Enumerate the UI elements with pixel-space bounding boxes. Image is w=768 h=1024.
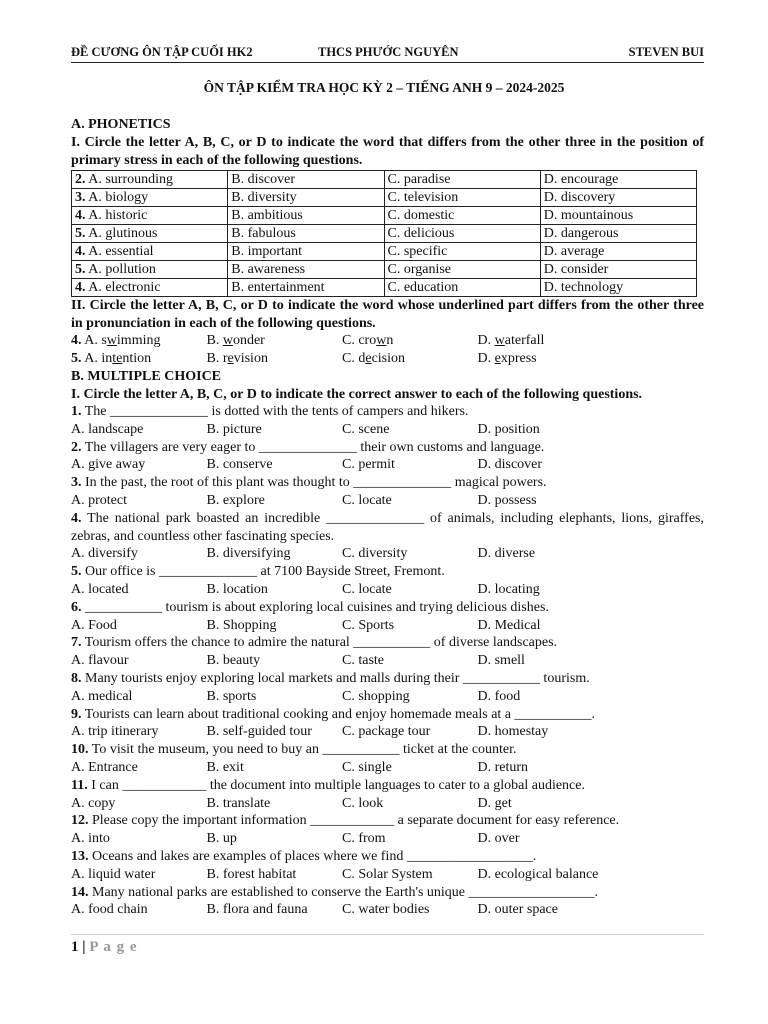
answer-options xyxy=(71,759,704,777)
question-list xyxy=(71,403,704,919)
option-d[interactable] xyxy=(540,207,696,225)
option-b[interactable]: B. explore xyxy=(206,493,265,509)
option-d[interactable]: D. ecological balance xyxy=(477,866,599,882)
question-text: Oceans and lakes are examples of places where we find __________________. xyxy=(88,849,537,865)
option-a[interactable]: 5. A. intention xyxy=(71,350,152,366)
question-number: 2. xyxy=(75,172,86,187)
question-stem xyxy=(71,777,704,795)
option-text: C. specific xyxy=(387,244,448,259)
option-d[interactable] xyxy=(540,279,696,297)
option-d[interactable] xyxy=(540,243,696,261)
answer-options xyxy=(71,795,704,813)
option-c[interactable]: C. locate xyxy=(342,582,392,598)
answer-options xyxy=(71,421,704,439)
option-c[interactable]: C. package tour xyxy=(342,724,431,740)
option-d[interactable] xyxy=(540,171,696,189)
option-c[interactable]: C. look xyxy=(342,795,384,811)
option-text: A. historic xyxy=(88,208,148,223)
question-number: 13. xyxy=(71,849,89,865)
option-b[interactable]: B. location xyxy=(206,582,268,598)
option-text: A. glutinous xyxy=(88,226,158,241)
option-b[interactable]: B. forest habitat xyxy=(206,866,297,882)
option-d[interactable]: D. waterfall xyxy=(477,333,545,348)
option-b[interactable] xyxy=(228,279,384,297)
question-number: 2. xyxy=(71,439,82,455)
section-heading-multiple-choice: B. MULTIPLE CHOICE xyxy=(71,368,222,384)
option-c[interactable]: C. water bodies xyxy=(342,902,430,918)
option-b[interactable] xyxy=(228,207,384,225)
stress-row xyxy=(72,225,697,243)
option-text: B. fabulous xyxy=(231,226,296,241)
option-c[interactable]: C. Solar System xyxy=(342,866,433,882)
option-text: B. entertainment xyxy=(231,280,325,295)
option-b[interactable]: B. beauty xyxy=(206,653,261,669)
option-text: A. essential xyxy=(88,244,154,259)
question-stem xyxy=(71,812,704,830)
question-stem xyxy=(71,510,704,546)
answer-options xyxy=(71,866,704,884)
question-stem xyxy=(71,848,704,866)
option-b[interactable]: B. translate xyxy=(206,795,271,811)
question-number: 5. xyxy=(71,564,82,580)
option-text: D. technology xyxy=(543,280,624,295)
option-b[interactable]: B. conserve xyxy=(206,457,273,473)
option-a[interactable] xyxy=(72,225,228,243)
page-header xyxy=(71,44,704,63)
option-a[interactable]: A. copy xyxy=(71,795,116,811)
option-a[interactable]: A. protect xyxy=(71,493,127,509)
header-author: STEVEN BUI xyxy=(628,45,704,59)
question-number: 4. xyxy=(75,244,86,259)
question-stem xyxy=(71,634,704,652)
question-number: 14. xyxy=(71,884,89,900)
page-separator: | xyxy=(82,939,86,955)
option-c[interactable]: C. decision xyxy=(342,350,406,366)
question-number: 12. xyxy=(71,813,89,829)
option-text: A. electronic xyxy=(88,280,161,295)
option-text: D. consider xyxy=(543,262,609,277)
instruction-stress: I. Circle the letter A, B, C, or D to indicate the word that differs from the other three in the position of primary stress in each of the following questions. xyxy=(71,135,704,168)
option-d[interactable]: D. discover xyxy=(477,457,543,473)
option-c[interactable]: C. from xyxy=(342,831,386,847)
header-course: ĐỀ CƯƠNG ÔN TẬP CUỐI HK2 xyxy=(71,45,253,59)
question-text: ___________ tourism is about exploring local cuisines and trying delicious dishes. xyxy=(81,599,549,615)
option-a[interactable]: A. flavour xyxy=(71,653,129,669)
option-text: C. television xyxy=(387,190,459,205)
question-text: Many national parks are established to conserve the Earth's unique __________________. xyxy=(88,884,599,900)
option-c[interactable]: C. taste xyxy=(342,653,384,669)
option-c[interactable]: C. shopping xyxy=(342,688,410,704)
question-stem xyxy=(71,884,704,902)
option-a[interactable] xyxy=(72,261,228,279)
question-number: 7. xyxy=(71,635,82,651)
option-b[interactable]: B. picture xyxy=(206,421,262,437)
question-text: Many tourists enjoy exploring local markets and malls during their ___________ tourism. xyxy=(81,671,590,687)
option-d[interactable]: D. outer space xyxy=(477,902,558,918)
option-a[interactable]: A. give away xyxy=(71,457,146,473)
option-a[interactable]: A. medical xyxy=(71,688,133,704)
option-c[interactable] xyxy=(384,189,540,207)
answer-options xyxy=(71,652,704,670)
question-stem xyxy=(71,599,704,617)
option-text: C. organise xyxy=(387,262,452,277)
question-number: 5. xyxy=(75,262,86,277)
answer-options xyxy=(71,545,704,563)
answer-options xyxy=(71,456,704,474)
option-text: D. average xyxy=(543,244,605,259)
header-school: THCS PHƯỚC NGUYÊN xyxy=(318,45,459,59)
option-c[interactable]: C. Sports xyxy=(342,617,395,633)
instruction-pronunciation: II. Circle the letter A, B, C, or D to indicate the word whose underlined part differs from the other three in pronunciation in each of the following questions. xyxy=(71,298,704,331)
option-a[interactable]: A. into xyxy=(71,831,110,847)
option-text: B. diversity xyxy=(231,190,297,205)
option-b[interactable]: B. exit xyxy=(206,760,244,776)
question-number: 4. xyxy=(71,510,82,526)
option-d[interactable]: D. locating xyxy=(477,582,540,598)
option-b[interactable]: B. flora and fauna xyxy=(206,902,308,918)
option-a[interactable] xyxy=(72,243,228,261)
option-c[interactable]: C. crown xyxy=(342,333,394,348)
document-title: ÔN TẬP KIỂM TRA HỌC KỲ 2 – TIẾNG ANH 9 – 2024-2025 xyxy=(203,80,565,95)
question-text: In the past, the root of this plant was thought to ______________ magical powers. xyxy=(81,475,547,491)
answer-options xyxy=(71,688,704,706)
stress-row xyxy=(72,207,697,225)
option-text: C. domestic xyxy=(387,208,455,223)
option-b[interactable] xyxy=(228,171,384,189)
question-stem xyxy=(71,563,704,581)
option-text: B. discover xyxy=(231,172,296,187)
option-c[interactable] xyxy=(384,207,540,225)
option-a[interactable]: 4. A. swimming xyxy=(71,333,161,348)
option-b[interactable] xyxy=(228,189,384,207)
option-text: C. education xyxy=(387,280,459,295)
option-d[interactable] xyxy=(540,189,696,207)
stress-row xyxy=(72,189,697,207)
option-a[interactable] xyxy=(72,207,228,225)
option-text: D. dangerous xyxy=(543,226,619,241)
option-b[interactable] xyxy=(228,243,384,261)
option-text: D. mountainous xyxy=(543,208,634,223)
option-a[interactable] xyxy=(72,171,228,189)
question-number: 4. xyxy=(75,280,86,295)
option-c[interactable]: C. permit xyxy=(342,457,395,473)
answer-options xyxy=(71,901,704,919)
question-text: Tourists can learn about traditional cooking and enjoy homemade meals at a ___________. xyxy=(81,706,596,722)
option-d[interactable]: D. diverse xyxy=(477,546,536,562)
option-a[interactable] xyxy=(72,279,228,297)
question-text: The national park boasted an incredible ______________ of animals, including elephants, lions, giraffes, zebras, and countless other fascinating species. xyxy=(71,510,704,544)
option-c[interactable] xyxy=(384,225,540,243)
option-d[interactable]: D. over xyxy=(477,831,520,847)
option-d[interactable]: D. Medical xyxy=(477,617,541,633)
stress-row xyxy=(72,279,697,297)
question-number: 4. xyxy=(75,208,86,223)
option-text: A. surrounding xyxy=(88,172,174,187)
question-number: 5. xyxy=(75,226,86,241)
option-b[interactable]: B. Shopping xyxy=(206,617,277,633)
option-a[interactable]: A. landscape xyxy=(71,421,144,437)
option-a[interactable]: A. liquid water xyxy=(71,866,156,882)
option-b[interactable]: B. self-guided tour xyxy=(206,724,312,740)
page-number: 1 xyxy=(71,939,79,955)
question-text: To visit the museum, you need to buy an ___________ ticket at the counter. xyxy=(88,742,517,758)
option-c[interactable] xyxy=(384,171,540,189)
option-b[interactable] xyxy=(228,225,384,243)
question-number: 9. xyxy=(71,706,82,722)
answer-options xyxy=(71,492,704,510)
option-b[interactable]: B. wonder xyxy=(206,333,265,348)
question-text: The ______________ is dotted with the tents of campers and hikers. xyxy=(81,404,469,420)
option-d[interactable]: D. express xyxy=(477,350,537,366)
option-text: C. paradise xyxy=(387,172,451,187)
option-c[interactable]: C. diversity xyxy=(342,546,408,562)
question-text: I can ____________ the document into multiple languages to cater to a global audience. xyxy=(87,777,585,793)
answer-options xyxy=(71,581,704,599)
option-c[interactable]: C. locate xyxy=(342,493,392,509)
question-text: Our office is ______________ at 7100 Bayside Street, Fremont. xyxy=(81,564,445,580)
answer-options xyxy=(71,830,704,848)
answer-options xyxy=(71,723,704,741)
option-b[interactable]: B. up xyxy=(206,831,237,847)
option-a[interactable]: A. diversify xyxy=(71,546,138,562)
stress-row xyxy=(72,171,697,189)
question-stem xyxy=(71,439,704,457)
option-a[interactable] xyxy=(72,189,228,207)
option-text: B. important xyxy=(231,244,303,259)
question-number: 3. xyxy=(71,475,82,491)
option-c[interactable] xyxy=(384,261,540,279)
question-text: Please copy the important information ____________ a separate document for easy reference. xyxy=(88,813,620,829)
option-text: C. delicious xyxy=(387,226,455,241)
option-d[interactable] xyxy=(540,225,696,243)
option-d[interactable]: D. food xyxy=(477,688,521,704)
pronunciation-question xyxy=(71,350,704,368)
document-body xyxy=(71,116,704,919)
option-b[interactable] xyxy=(228,261,384,279)
page-label: P a g e xyxy=(89,939,138,955)
option-d[interactable]: D. position xyxy=(477,421,540,437)
question-number: 6. xyxy=(71,599,82,615)
option-d[interactable]: D. return xyxy=(477,760,529,776)
option-a[interactable]: A. trip itinerary xyxy=(71,724,159,740)
option-b[interactable]: B. revision xyxy=(206,350,268,366)
question-number: 1. xyxy=(71,404,82,420)
option-text: D. encourage xyxy=(543,172,619,187)
option-b[interactable]: B. sports xyxy=(206,688,257,704)
question-text: The villagers are very eager to ______________ their own customs and language. xyxy=(81,439,545,455)
question-stem xyxy=(71,741,704,759)
section-heading-phonetics: A. PHONETICS xyxy=(71,117,171,132)
option-text: B. awareness xyxy=(231,262,306,277)
option-d[interactable]: D. smell xyxy=(477,653,525,669)
option-b[interactable]: B. diversifying xyxy=(206,546,291,562)
question-stem xyxy=(71,670,704,688)
stress-table xyxy=(71,170,697,297)
pronunciation-question xyxy=(71,332,704,350)
stress-row xyxy=(72,243,697,261)
option-a[interactable]: A. Entrance xyxy=(71,760,138,776)
option-a[interactable]: A. food chain xyxy=(71,902,148,918)
option-c[interactable] xyxy=(384,279,540,297)
option-a[interactable]: A. located xyxy=(71,582,129,598)
option-d[interactable]: D. possess xyxy=(477,493,537,509)
option-text: A. pollution xyxy=(88,262,156,277)
option-text: A. biology xyxy=(88,190,149,205)
stress-row xyxy=(72,261,697,279)
option-c[interactable] xyxy=(384,243,540,261)
question-stem xyxy=(71,706,704,724)
question-stem xyxy=(71,474,704,492)
option-c[interactable]: C. scene xyxy=(342,421,390,437)
option-d[interactable]: D. get xyxy=(477,795,512,811)
option-a[interactable]: A. Food xyxy=(71,617,117,633)
question-number: 8. xyxy=(71,671,82,687)
question-stem xyxy=(71,403,704,421)
page-footer xyxy=(71,934,704,956)
question-number: 3. xyxy=(75,190,86,205)
instruction-multiple-choice: I. Circle the letter A, B, C, or D to indicate the correct answer to each of the following questions. xyxy=(71,386,643,402)
question-number: 10. xyxy=(71,742,89,758)
option-text: D. discovery xyxy=(543,190,616,205)
option-text: B. ambitious xyxy=(231,208,303,223)
option-d[interactable]: D. homestay xyxy=(477,724,549,740)
question-number: 11. xyxy=(71,777,88,793)
answer-options xyxy=(71,617,704,635)
option-d[interactable] xyxy=(540,261,696,279)
question-text: Tourism offers the chance to admire the natural ___________ of diverse landscapes. xyxy=(81,635,558,651)
option-c[interactable]: C. single xyxy=(342,760,392,776)
